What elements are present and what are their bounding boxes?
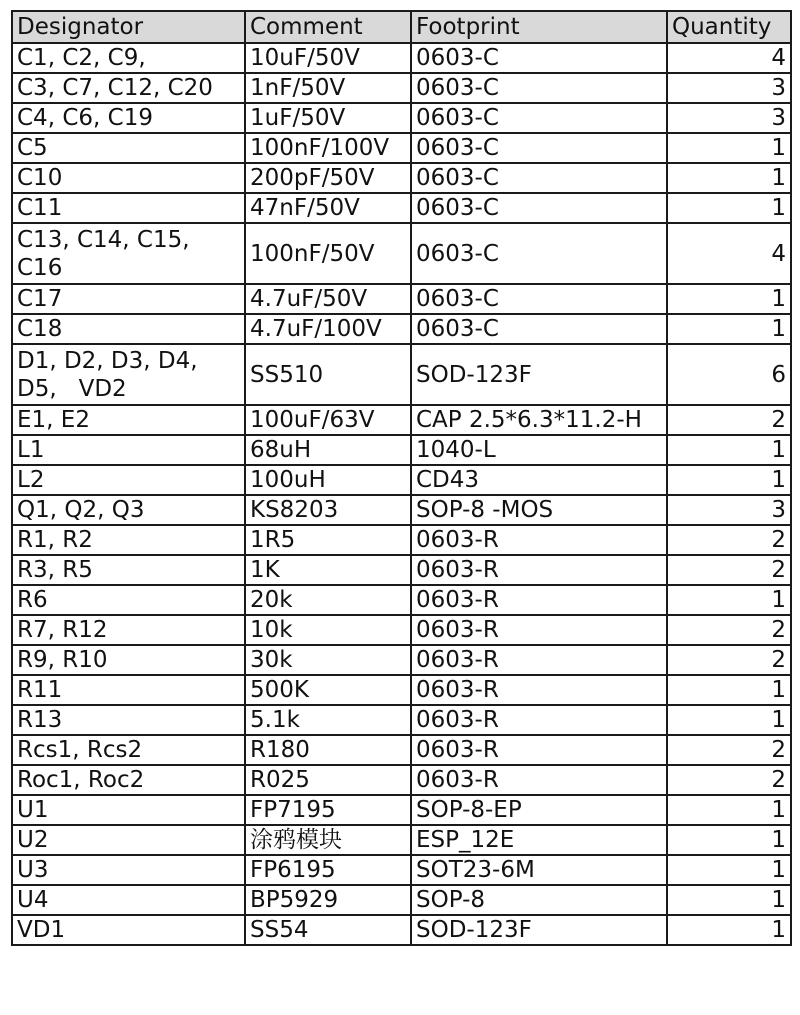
cell-comment: 5.1k (245, 705, 411, 735)
cell-quantity: 1 (667, 163, 791, 193)
header-comment: Comment (245, 11, 411, 43)
cell-quantity: 1 (667, 465, 791, 495)
table-row (12, 73, 791, 103)
table-row (12, 193, 791, 223)
cell-quantity: 1 (667, 314, 791, 344)
cell-comment: 4.7uF/50V (245, 284, 411, 314)
cell-designator: C5 (12, 133, 245, 163)
cell-quantity: 6 (667, 344, 791, 405)
table-row (12, 705, 791, 735)
cell-comment: 10uF/50V (245, 43, 411, 73)
table-row (12, 585, 791, 615)
cell-designator: D1, D2, D3, D4, D5, VD2 (12, 344, 245, 405)
cell-footprint: 0603-R (411, 705, 667, 735)
cell-comment: 200pF/50V (245, 163, 411, 193)
cell-comment: R025 (245, 765, 411, 795)
cell-comment: 47nF/50V (245, 193, 411, 223)
cell-quantity: 4 (667, 43, 791, 73)
cell-comment: 涂鸦模块 (245, 825, 411, 855)
cell-footprint: 0603-C (411, 223, 667, 284)
table-row (12, 795, 791, 825)
table-row (12, 495, 791, 525)
cell-footprint: 0603-C (411, 43, 667, 73)
cell-designator: C18 (12, 314, 245, 344)
cell-designator: Rcs1, Rcs2 (12, 735, 245, 765)
cell-quantity: 3 (667, 495, 791, 525)
cell-quantity: 1 (667, 675, 791, 705)
table-row (12, 885, 791, 915)
cell-quantity: 1 (667, 284, 791, 314)
cell-comment: 20k (245, 585, 411, 615)
cell-quantity: 4 (667, 223, 791, 284)
cell-quantity: 1 (667, 705, 791, 735)
cell-designator: U4 (12, 885, 245, 915)
cell-comment: 10k (245, 615, 411, 645)
cell-designator: R7, R12 (12, 615, 245, 645)
cell-designator: Q1, Q2, Q3 (12, 495, 245, 525)
cell-comment: FP7195 (245, 795, 411, 825)
cell-comment: 1uF/50V (245, 103, 411, 133)
cell-designator: Roc1, Roc2 (12, 765, 245, 795)
cell-footprint: 0603-C (411, 163, 667, 193)
cell-comment: 30k (245, 645, 411, 675)
cell-comment: 100uH (245, 465, 411, 495)
cell-designator: C17 (12, 284, 245, 314)
cell-quantity: 1 (667, 915, 791, 945)
cell-comment: R180 (245, 735, 411, 765)
cell-footprint: 0603-R (411, 585, 667, 615)
cell-comment: 100nF/50V (245, 223, 411, 284)
header-footprint: Footprint (411, 11, 667, 43)
cell-footprint: 0603-C (411, 73, 667, 103)
cell-footprint: 0603-R (411, 525, 667, 555)
table-row (12, 915, 791, 945)
cell-quantity: 1 (667, 795, 791, 825)
cell-footprint: 0603-R (411, 765, 667, 795)
cell-footprint: 0603-R (411, 645, 667, 675)
cell-footprint: 0603-C (411, 103, 667, 133)
table-row (12, 314, 791, 344)
cell-comment: SS510 (245, 344, 411, 405)
header-designator: Designator (12, 11, 245, 43)
cell-footprint: SOP-8 (411, 885, 667, 915)
table-row (12, 284, 791, 314)
cell-designator: C4, C6, C19 (12, 103, 245, 133)
cell-designator: R13 (12, 705, 245, 735)
cell-quantity: 3 (667, 73, 791, 103)
cell-comment: 4.7uF/100V (245, 314, 411, 344)
cell-footprint: 0603-R (411, 735, 667, 765)
cell-designator: C10 (12, 163, 245, 193)
cell-quantity: 1 (667, 585, 791, 615)
cell-footprint: 0603-C (411, 284, 667, 314)
table-row (12, 223, 791, 284)
header-row (12, 11, 791, 43)
cell-quantity: 1 (667, 435, 791, 465)
table-row (12, 103, 791, 133)
cell-footprint: 0603-C (411, 193, 667, 223)
cell-designator: L1 (12, 435, 245, 465)
table-row (12, 43, 791, 73)
cell-comment: 500K (245, 675, 411, 705)
cell-quantity: 2 (667, 525, 791, 555)
table-row (12, 344, 791, 405)
cell-comment: 68uH (245, 435, 411, 465)
cell-footprint: CD43 (411, 465, 667, 495)
cell-comment: 100uF/63V (245, 405, 411, 435)
cell-quantity: 1 (667, 825, 791, 855)
table-row (12, 855, 791, 885)
table-row (12, 133, 791, 163)
table-row (12, 465, 791, 495)
bom-table-body (12, 11, 791, 945)
cell-designator: L2 (12, 465, 245, 495)
bom-table (11, 10, 792, 946)
table-row (12, 645, 791, 675)
table-row (12, 555, 791, 585)
cell-designator: R9, R10 (12, 645, 245, 675)
cell-footprint: CAP 2.5*6.3*11.2-H (411, 405, 667, 435)
table-row (12, 735, 791, 765)
cell-quantity: 1 (667, 885, 791, 915)
cell-designator: C1, C2, C9, (12, 43, 245, 73)
table-row (12, 435, 791, 465)
table-row (12, 765, 791, 795)
cell-quantity: 2 (667, 765, 791, 795)
cell-quantity: 2 (667, 645, 791, 675)
table-row (12, 825, 791, 855)
cell-comment: 1K (245, 555, 411, 585)
cell-footprint: 0603-C (411, 133, 667, 163)
cell-designator: C11 (12, 193, 245, 223)
cell-comment: SS54 (245, 915, 411, 945)
cell-footprint: 0603-R (411, 675, 667, 705)
cell-footprint: 0603-C (411, 314, 667, 344)
cell-footprint: ESP_12E (411, 825, 667, 855)
cell-designator: U2 (12, 825, 245, 855)
cell-designator: R11 (12, 675, 245, 705)
cell-designator: C3, C7, C12, C20 (12, 73, 245, 103)
cell-comment: FP6195 (245, 855, 411, 885)
cell-designator: VD1 (12, 915, 245, 945)
cell-designator: U3 (12, 855, 245, 885)
cell-quantity: 1 (667, 193, 791, 223)
cell-designator: R1, R2 (12, 525, 245, 555)
cell-footprint: SOD-123F (411, 344, 667, 405)
cell-footprint: SOP-8-EP (411, 795, 667, 825)
cell-designator: E1, E2 (12, 405, 245, 435)
cell-comment: 100nF/100V (245, 133, 411, 163)
cell-footprint: SOD-123F (411, 915, 667, 945)
table-row (12, 163, 791, 193)
cell-footprint: 0603-R (411, 615, 667, 645)
cell-footprint: SOT23-6M (411, 855, 667, 885)
table-row (12, 525, 791, 555)
cell-quantity: 2 (667, 405, 791, 435)
table-row (12, 405, 791, 435)
header-quantity: Quantity (667, 11, 791, 43)
cell-designator: C13, C14, C15, C16 (12, 223, 245, 284)
cell-comment: 1R5 (245, 525, 411, 555)
cell-designator: R3, R5 (12, 555, 245, 585)
cell-quantity: 3 (667, 103, 791, 133)
cell-footprint: SOP-8 -MOS (411, 495, 667, 525)
cell-comment: 1nF/50V (245, 73, 411, 103)
cell-comment: KS8203 (245, 495, 411, 525)
cell-footprint: 1040-L (411, 435, 667, 465)
cell-quantity: 2 (667, 555, 791, 585)
cell-comment: BP5929 (245, 885, 411, 915)
cell-designator: U1 (12, 795, 245, 825)
table-row (12, 615, 791, 645)
cell-quantity: 1 (667, 855, 791, 885)
cell-quantity: 2 (667, 735, 791, 765)
cell-designator: R6 (12, 585, 245, 615)
cell-footprint: 0603-R (411, 555, 667, 585)
cell-quantity: 2 (667, 615, 791, 645)
cell-quantity: 1 (667, 133, 791, 163)
table-row (12, 675, 791, 705)
